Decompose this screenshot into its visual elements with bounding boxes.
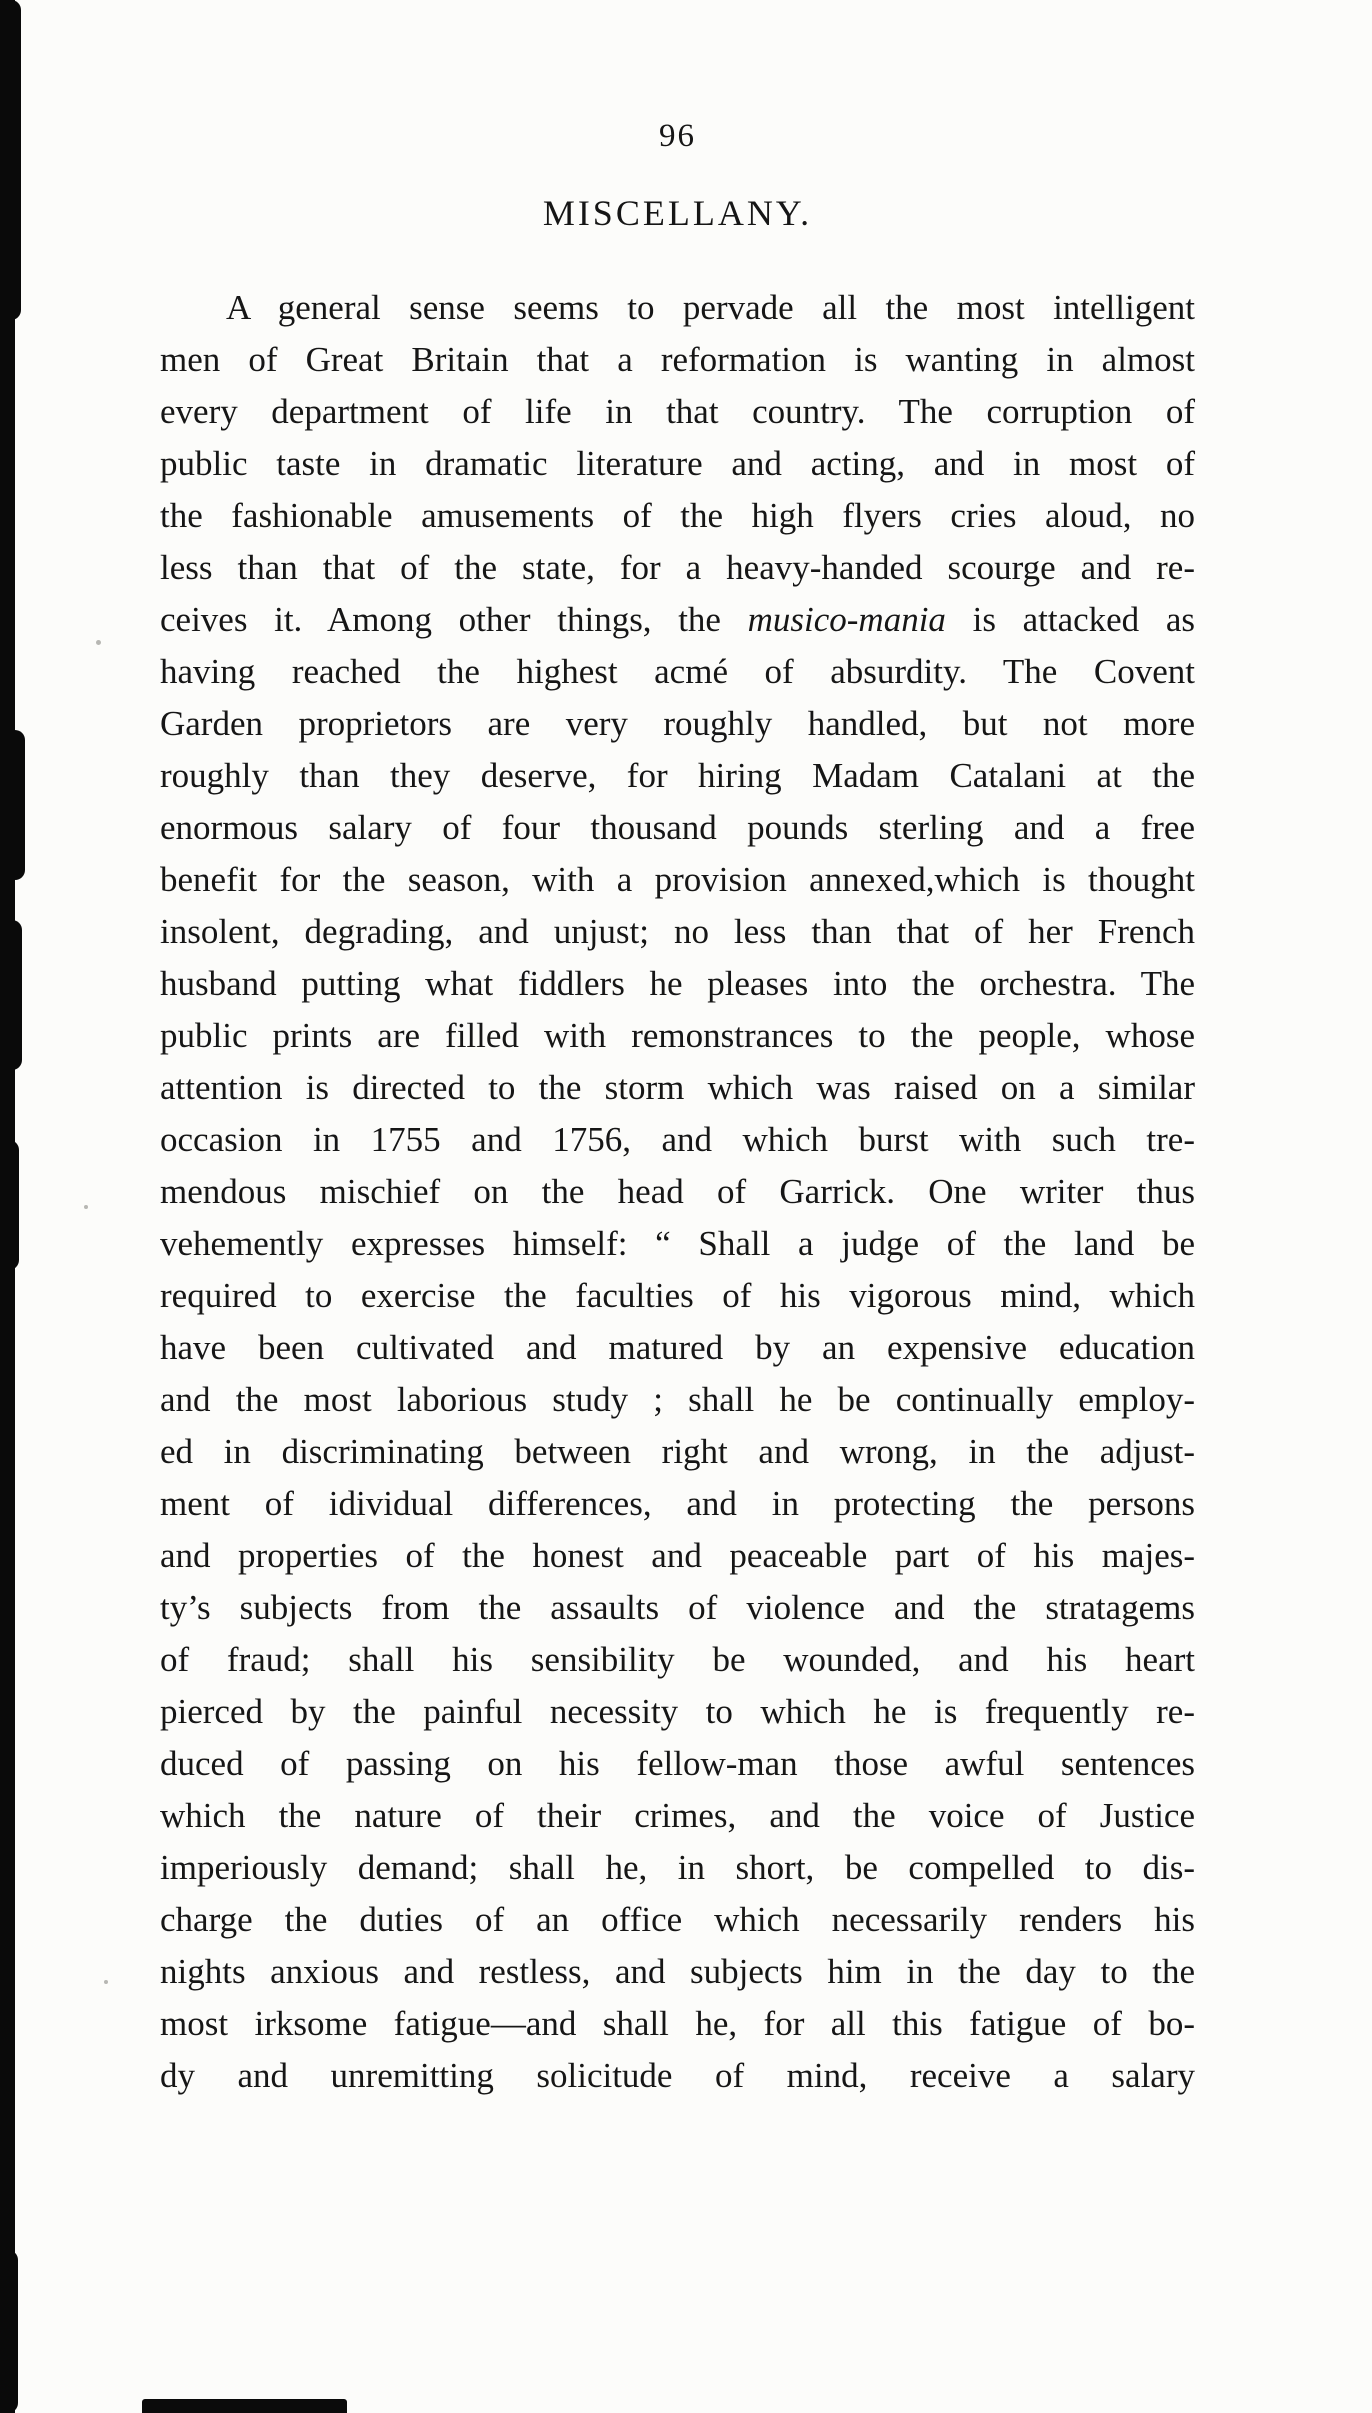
scan-speck bbox=[104, 1980, 108, 1984]
text-line: husband putting what fiddlers he pleases into the orchestra. The bbox=[160, 964, 1195, 1003]
text-line: every department of life in that country. The corruption of bbox=[160, 392, 1195, 431]
text-line: insolent, degrading, and unjust; no less than that of her French bbox=[160, 912, 1195, 951]
text-line: men of Great Britain that a reformation is wanting in almost bbox=[160, 340, 1195, 379]
text-line: dy and unremitting solicitude of mind, receive a salary bbox=[160, 2056, 1195, 2095]
scan-artifact-bottom-edge bbox=[142, 2399, 347, 2413]
binding-ink-blob bbox=[0, 1140, 19, 1270]
text-line: imperiously demand; shall he, in short, be compelled to dis- bbox=[160, 1848, 1195, 1887]
text-line: duced of passing on his fellow-man those awful sentences bbox=[160, 1744, 1195, 1783]
text-line: benefit for the season, with a provision annexed,which is thought bbox=[160, 860, 1195, 899]
text-line: vehemently expresses himself: “ Shall a judge of the land be bbox=[160, 1224, 1195, 1263]
binding-ink-blob bbox=[0, 2250, 18, 2413]
text-line: required to exercise the faculties of his vigorous mind, which bbox=[160, 1276, 1195, 1315]
scan-speck bbox=[96, 640, 101, 645]
page-number: 96 bbox=[659, 118, 696, 154]
text-line: enormous salary of four thousand pounds sterling and a free bbox=[160, 808, 1195, 847]
scan-speck bbox=[84, 1205, 88, 1209]
text-line: ed in discriminating between right and wrong, in the adjust- bbox=[160, 1432, 1195, 1471]
binding-ink-blob bbox=[0, 0, 21, 320]
text-line: and properties of the honest and peaceable part of his majes- bbox=[160, 1536, 1195, 1575]
text-line: occasion in 1755 and 1756, and which burst with such tre- bbox=[160, 1120, 1195, 1159]
binding-ink-blob bbox=[0, 920, 22, 1070]
text-line: less than that of the state, for a heavy-handed scourge and re- bbox=[160, 548, 1195, 587]
body-text bbox=[160, 282, 1195, 2102]
text-line: ty’s subjects from the assaults of violence and the stratagems bbox=[160, 1588, 1195, 1627]
text-line: of fraud; shall his sensibility be wounded, and his heart bbox=[160, 1640, 1195, 1679]
text-line: mendous mischief on the head of Garrick. One writer thus bbox=[160, 1172, 1195, 1211]
text-line: attention is directed to the storm which was raised on a similar bbox=[160, 1068, 1195, 1107]
text-line: nights anxious and restless, and subjects him in the day to the bbox=[160, 1952, 1195, 1991]
text-line: which the nature of their crimes, and the voice of Justice bbox=[160, 1796, 1195, 1835]
text-line: most irksome fatigue—and shall he, for all this fatigue of bo- bbox=[160, 2004, 1195, 2043]
text-line: public taste in dramatic literature and acting, and in most of bbox=[160, 444, 1195, 483]
text-line: roughly than they deserve, for hiring Madam Catalani at the bbox=[160, 756, 1195, 795]
text-line: and the most laborious study ; shall he be continually employ- bbox=[160, 1380, 1195, 1419]
text-line: the fashionable amusements of the high flyers cries aloud, no bbox=[160, 496, 1195, 535]
text-line: public prints are filled with remonstrances to the people, whose bbox=[160, 1016, 1195, 1055]
text-line: ment of idividual differences, and in protecting the persons bbox=[160, 1484, 1195, 1523]
text-line: charge the duties of an office which necessarily renders his bbox=[160, 1900, 1195, 1939]
text-line: having reached the highest acmé of absurdity. The Covent bbox=[160, 652, 1195, 691]
text-line: A general sense seems to pervade all the most intelligent bbox=[226, 288, 1195, 327]
text-line: Garden proprietors are very roughly handled, but not more bbox=[160, 704, 1195, 743]
binding-ink-blob bbox=[0, 730, 25, 880]
text-line: pierced by the painful necessity to which he is frequently re- bbox=[160, 1692, 1195, 1731]
page-title: MISCELLANY. bbox=[542, 193, 813, 233]
text-line: have been cultivated and matured by an expensive education bbox=[160, 1328, 1195, 1367]
text-line: ceives it. Among other things, the musico-mania is attacked as bbox=[160, 600, 1195, 639]
